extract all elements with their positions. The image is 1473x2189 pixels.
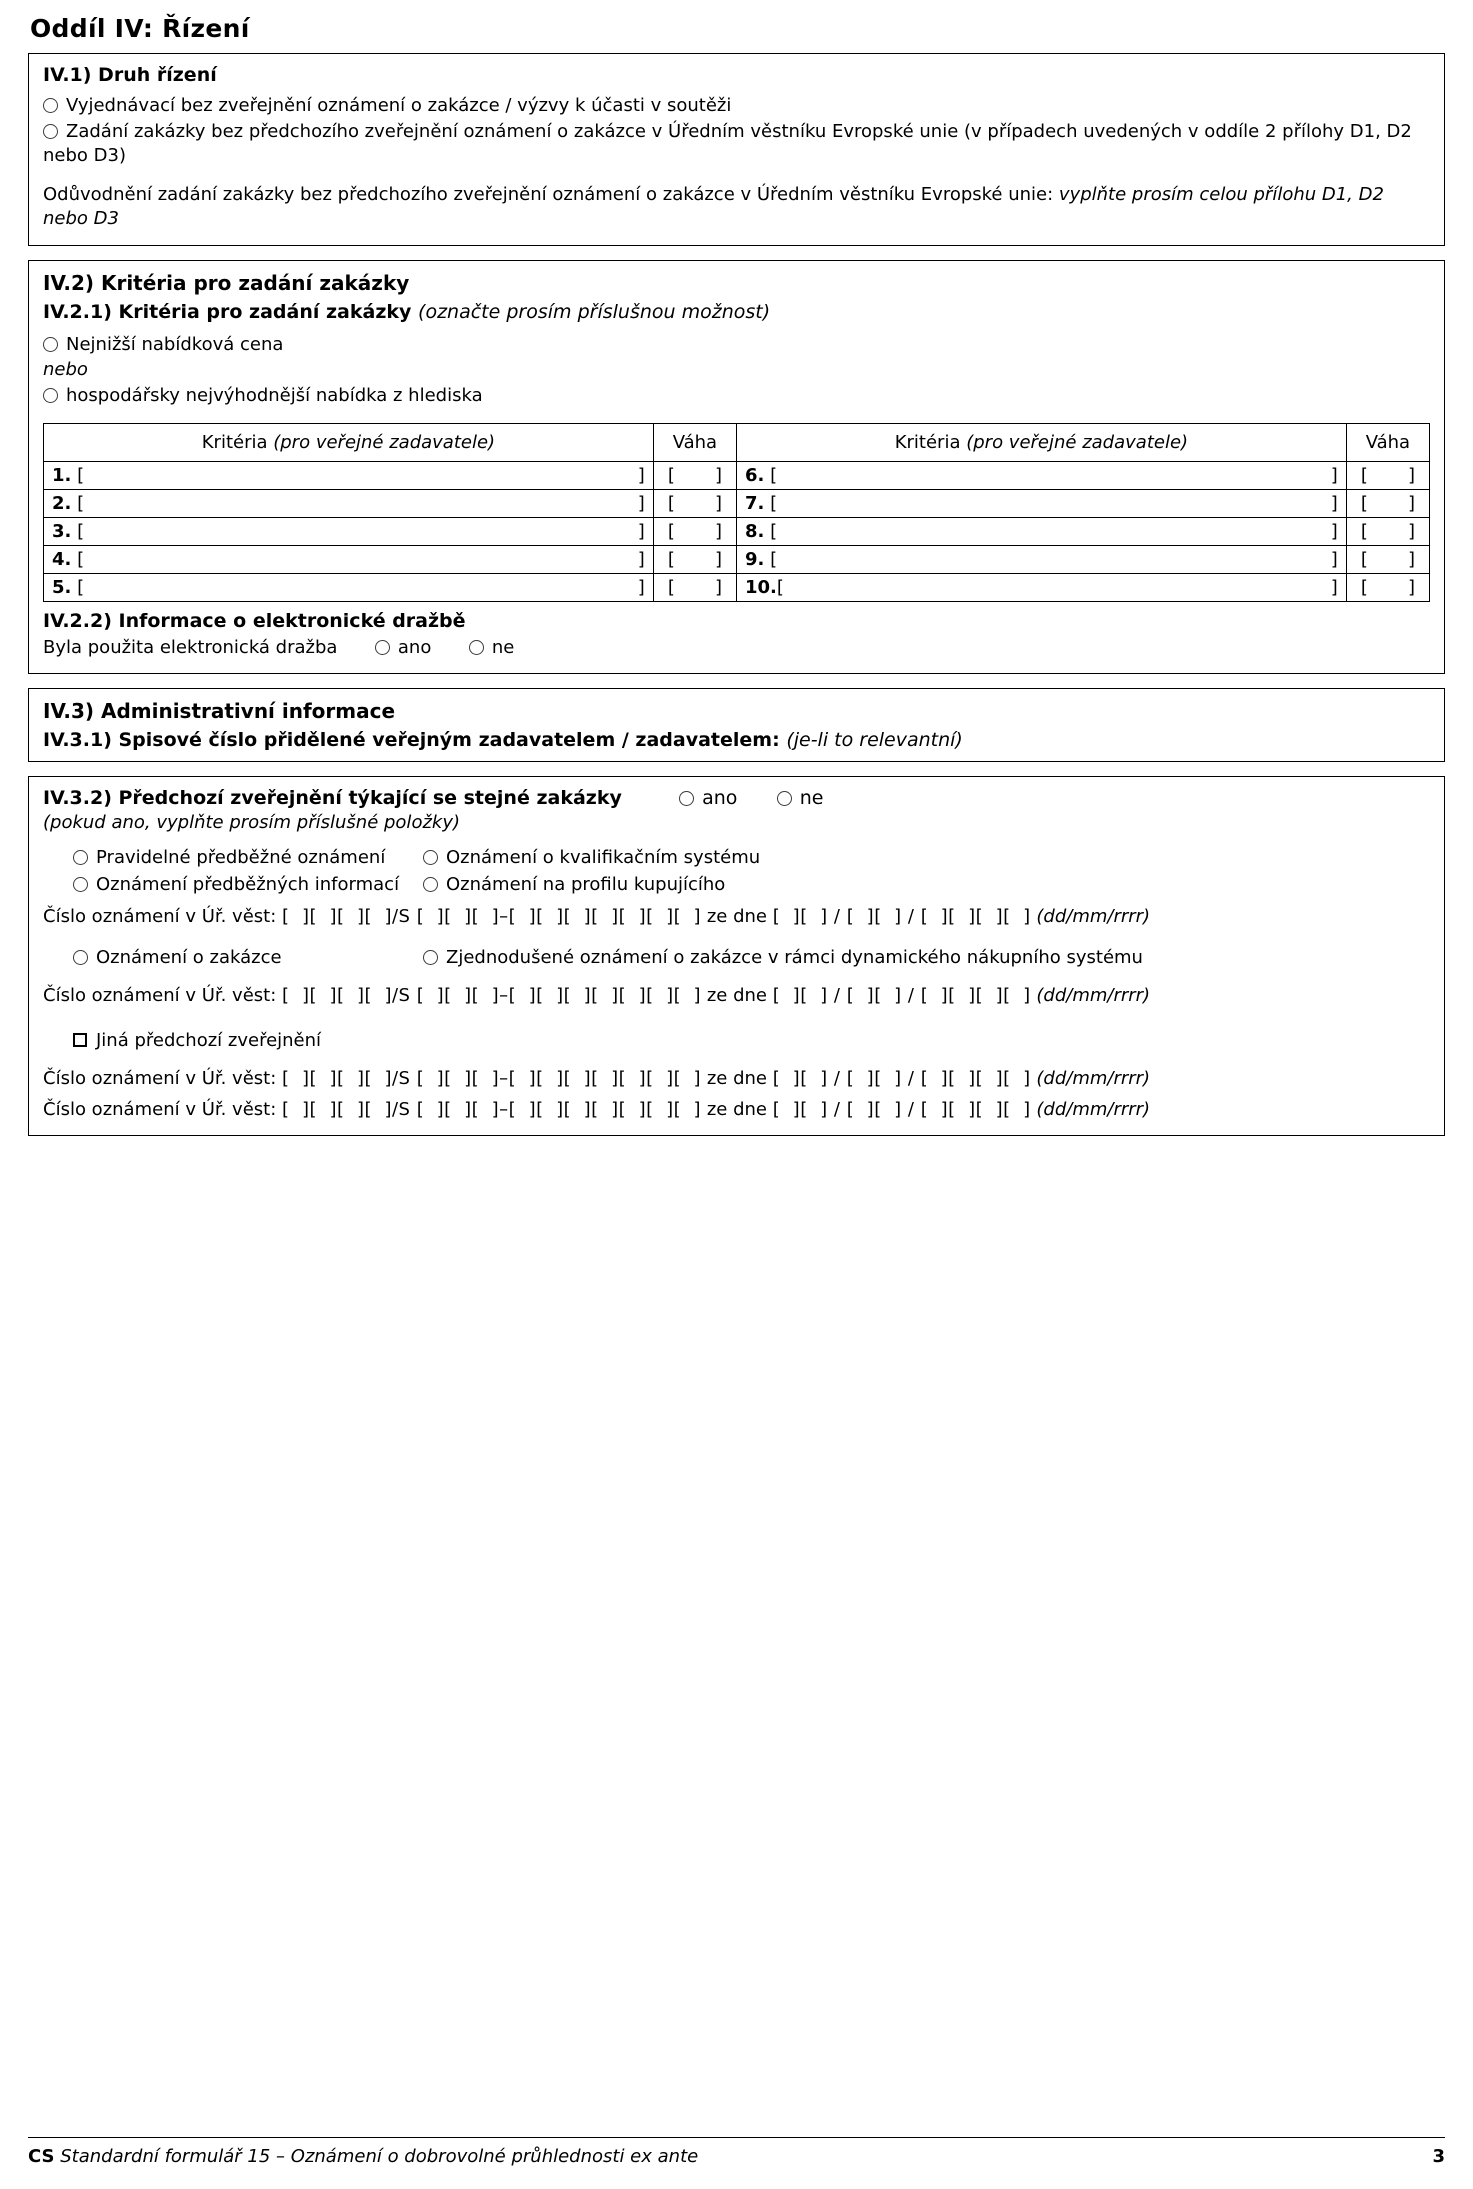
footer-page-number: 3	[1432, 2146, 1445, 2167]
bracket-close: ]	[1407, 548, 1415, 570]
radio-icon[interactable]	[43, 388, 58, 403]
criteria-row-number: 10.	[744, 576, 777, 598]
bracket-close: ]	[1330, 520, 1338, 542]
criteria-cell-10[interactable]	[736, 573, 1346, 601]
section-iv21-heading	[43, 301, 1430, 323]
section-iv22-heading: IV.2.2) Informace o elektronické dražbě	[43, 609, 466, 632]
criteria-cell-8[interactable]	[736, 517, 1346, 545]
radio-icon[interactable]	[43, 98, 58, 113]
page-footer	[28, 2137, 1445, 2167]
criteria-table	[43, 423, 1430, 602]
bracket-close: ]	[714, 576, 722, 598]
weight-header-left: Váha	[653, 423, 736, 461]
iv32-option-qualification-row[interactable]	[423, 844, 760, 871]
radio-icon[interactable]	[73, 850, 88, 865]
iv22-question-label: Byla použita elektronická dražba	[43, 636, 338, 658]
section-iv32-heading	[43, 787, 1430, 809]
bracket-open: [	[1360, 576, 1368, 598]
iv22-eauction-row[interactable]	[43, 634, 1430, 661]
radio-icon[interactable]	[469, 640, 484, 655]
criteria-row-number: 3.	[52, 520, 72, 542]
criteria-cell-7[interactable]	[736, 489, 1346, 517]
bracket-open: [	[1360, 492, 1368, 514]
criteria-row-number: 4.	[52, 548, 72, 570]
bracket-close: ]	[1330, 576, 1338, 598]
weight-cell-4[interactable]	[653, 545, 736, 573]
footer-text	[28, 2146, 698, 2167]
iv1-note-italic: vyplňte prosím celou přílohu D1, D2 nebo D3	[43, 184, 1384, 229]
bracket-open: [	[770, 464, 778, 486]
notice-date-format: (dd/mm/rrrr)	[1036, 1098, 1151, 1120]
weight-cell-5[interactable]	[653, 573, 736, 601]
bracket-close: ]	[1407, 464, 1415, 486]
iv32-no-label: ne	[799, 786, 824, 809]
table-row[interactable]	[44, 545, 1430, 573]
section-iv2-heading: IV.2) Kritéria pro zadání zakázky	[43, 270, 410, 295]
notice-date-label: ze dne	[706, 985, 767, 1007]
notice-number-brackets[interactable]: [ ][ ][ ][ ]/S [ ][ ][ ]–[ ][ ][ ][ ][ ][ ][ ]	[282, 985, 702, 1007]
iv32-option-buyer-profile-label: Oznámení na profilu kupujícího	[446, 874, 726, 896]
iv1-option-1-row[interactable]	[43, 94, 1430, 118]
notice-date-brackets[interactable]: [ ][ ] / [ ][ ] / [ ][ ][ ][ ]	[772, 985, 1031, 1007]
section-iv31-label-italic: (je-li to relevantní)	[786, 728, 963, 751]
criteria-row-number: 7.	[744, 492, 765, 514]
notice-number-label-alt: Číslo oznámení v Úř. věst:	[43, 1068, 277, 1090]
bracket-open: [	[1360, 548, 1368, 570]
notice-number-label: Číslo oznámení v Úř. věst:	[43, 906, 277, 928]
iv32-options-grid	[73, 844, 1430, 898]
criteria-header-left-plain: Kritéria	[201, 431, 274, 453]
iv22-no-label: ne	[491, 636, 515, 658]
notice-number-line-3[interactable]	[43, 1066, 1430, 1092]
checkbox-icon[interactable]	[73, 1033, 87, 1047]
criteria-header-left	[44, 423, 654, 461]
notice-date-brackets[interactable]: [ ][ ] / [ ][ ] / [ ][ ][ ][ ]	[772, 1068, 1031, 1090]
radio-icon[interactable]	[679, 791, 694, 806]
iv1-option-2-label: Zadání zakázky bez předchozího zveřejnění oznámení o zakázce v Úředním věstníku Evropské unie (v případech uvedených v oddíle 2 přílohy D1, D2 nebo D3)	[43, 120, 1412, 166]
page-title: Oddíl IV: Řízení	[30, 14, 250, 43]
radio-icon[interactable]	[73, 877, 88, 892]
iv32-option-qualification-label: Oznámení o kvalifikačním systému	[446, 847, 761, 869]
section-iv32-label: IV.3.2) Předchozí zveřejnění týkající se stejné zakázky	[43, 786, 622, 809]
section-iv21-label-italic: (označte prosím příslušnou možnost)	[418, 300, 771, 323]
weight-cell-9[interactable]	[1346, 545, 1429, 573]
iv32-option-other-label: Jiná předchozí zveřejnění	[96, 1030, 322, 1052]
bracket-close: ]	[714, 548, 722, 570]
bracket-close: ]	[714, 464, 722, 486]
bracket-open: [	[770, 492, 778, 514]
table-row[interactable]	[44, 517, 1430, 545]
bracket-open: [	[770, 548, 778, 570]
weight-header-right: Váha	[1346, 423, 1429, 461]
iv32-option-pin-label: Pravidelné předběžné oznámení	[96, 847, 386, 869]
bracket-close: ]	[637, 520, 645, 542]
bracket-open: [	[1360, 464, 1368, 486]
criteria-cell-5[interactable]	[44, 573, 654, 601]
iv21-mea-row[interactable]	[43, 382, 1430, 409]
bracket-close: ]	[637, 492, 645, 514]
bracket-open: [	[776, 576, 784, 598]
bracket-open: [	[77, 520, 85, 542]
weight-cell-8[interactable]	[1346, 517, 1429, 545]
bracket-open: [	[667, 464, 675, 486]
bracket-open: [	[667, 576, 675, 598]
iv21-mea-label: hospodářsky nejvýhodnější nabídka z hlediska	[66, 384, 483, 406]
bracket-close: ]	[637, 464, 645, 486]
criteria-table-body	[44, 461, 1430, 601]
section-iv21-label: IV.2.1) Kritéria pro zadání zakázky	[43, 300, 419, 323]
bracket-close: ]	[1407, 492, 1415, 514]
notice-number-brackets[interactable]: [ ][ ][ ][ ]/S [ ][ ][ ]–[ ][ ][ ][ ][ ][ ][ ]	[282, 906, 702, 928]
weight-cell-2[interactable]	[653, 489, 736, 517]
notice-date-format: (dd/mm/rrrr)	[1036, 985, 1151, 1007]
criteria-row-number: 5.	[52, 576, 72, 598]
criteria-cell-9[interactable]	[736, 545, 1346, 573]
weight-cell-1[interactable]	[653, 461, 736, 489]
notice-number-line-1[interactable]	[43, 904, 1430, 930]
criteria-cell-6[interactable]	[736, 461, 1346, 489]
iv1-option-2-row[interactable]	[43, 120, 1430, 168]
notice-date-format: (dd/mm/rrrr)	[1036, 906, 1151, 928]
table-row[interactable]	[44, 461, 1430, 489]
bracket-open: [	[667, 520, 675, 542]
bracket-close: ]	[637, 548, 645, 570]
bracket-close: ]	[1407, 576, 1415, 598]
section-iv32-box	[28, 776, 1445, 1136]
iv32-option-pin-row[interactable]	[73, 844, 423, 871]
bracket-close: ]	[1330, 548, 1338, 570]
notice-number-line-4[interactable]	[43, 1097, 1430, 1123]
bracket-close: ]	[637, 576, 645, 598]
radio-icon[interactable]	[73, 950, 88, 965]
radio-icon[interactable]	[777, 791, 792, 806]
iv32-options-grid-2	[73, 944, 1430, 971]
table-row[interactable]	[44, 573, 1430, 601]
radio-icon[interactable]	[43, 337, 58, 352]
bracket-open: [	[1360, 520, 1368, 542]
iv32-option-contract-notice-label: Oznámení o zakázce	[96, 947, 282, 969]
radio-icon[interactable]	[375, 640, 390, 655]
bracket-close: ]	[714, 492, 722, 514]
criteria-header-right	[736, 423, 1346, 461]
section-iv3-box	[28, 688, 1445, 762]
notice-date-label: ze dne	[706, 1098, 767, 1120]
iv32-option-prior-info-row[interactable]	[73, 871, 423, 898]
iv1-option-1-label: Vyjednávací bez zveřejnění oznámení o zakázce / výzvy k účasti v soutěži	[66, 95, 732, 116]
notice-number-label: Číslo oznámení v Úř. věst:	[43, 985, 277, 1007]
criteria-row-number: 8.	[744, 520, 765, 542]
criteria-cell-3[interactable]	[44, 517, 654, 545]
bracket-close: ]	[1330, 492, 1338, 514]
bracket-open: [	[77, 464, 85, 486]
criteria-cell-1[interactable]	[44, 461, 654, 489]
weight-cell-6[interactable]	[1346, 461, 1429, 489]
section-iv31-heading	[43, 729, 1430, 751]
iv1-justification-note	[43, 183, 1430, 231]
iv21-lowest-price-row[interactable]	[43, 331, 1430, 358]
criteria-header-right-plain: Kritéria	[894, 431, 967, 453]
criteria-row-number: 2.	[52, 492, 72, 514]
bracket-open: [	[77, 576, 85, 598]
iv21-or-word: nebo	[43, 358, 88, 380]
criteria-cell-2[interactable]	[44, 489, 654, 517]
iv32-hint: (pokud ano, vyplňte prosím příslušné položky)	[43, 811, 460, 833]
notice-number-brackets[interactable]: [ ][ ][ ][ ]/S [ ][ ][ ]–[ ][ ][ ][ ][ ][ ][ ]	[282, 1098, 702, 1120]
radio-icon[interactable]	[423, 950, 438, 965]
notice-number-brackets[interactable]: [ ][ ][ ][ ]/S [ ][ ][ ]–[ ][ ][ ][ ][ ][ ][ ]	[282, 1068, 702, 1090]
iv32-option-other-row[interactable]	[73, 1027, 1430, 1054]
notice-date-label: ze dne	[706, 906, 767, 928]
section-iv2-box	[28, 260, 1445, 674]
criteria-row-number: 9.	[744, 548, 765, 570]
notice-date-brackets[interactable]: [ ][ ] / [ ][ ] / [ ][ ][ ][ ]	[772, 906, 1031, 928]
notice-date-brackets[interactable]: [ ][ ] / [ ][ ] / [ ][ ][ ][ ]	[772, 1098, 1031, 1120]
notice-date-label: ze dne	[706, 1068, 767, 1090]
bracket-open: [	[667, 548, 675, 570]
footer-language-code: CS	[28, 2146, 55, 2167]
notice-date-format: (dd/mm/rrrr)	[1036, 1068, 1151, 1090]
iv21-lowest-price-label: Nejnižší nabídková cena	[66, 333, 284, 355]
bracket-open: [	[667, 492, 675, 514]
bracket-open: [	[770, 520, 778, 542]
radio-icon[interactable]	[423, 850, 438, 865]
footer-form-title: Standardní formulář 15 – Oznámení o dobrovolné průhlednosti ex ante	[60, 2146, 699, 2167]
criteria-table-header-row	[44, 423, 1430, 461]
bracket-close: ]	[1330, 464, 1338, 486]
notice-number-label-alt: Číslo oznámení v Úř. věst:	[43, 1098, 277, 1120]
bracket-close: ]	[1407, 520, 1415, 542]
table-row[interactable]	[44, 489, 1430, 517]
iv32-yes-label: ano	[702, 786, 738, 809]
bracket-close: ]	[714, 520, 722, 542]
criteria-cell-4[interactable]	[44, 545, 654, 573]
bracket-open: [	[77, 492, 85, 514]
notice-number-line-2[interactable]	[43, 983, 1430, 1009]
iv32-option-simplified-row[interactable]	[423, 944, 1143, 971]
iv32-option-simplified-label: Zjednodušené oznámení o zakázce v rámci dynamického nákupního systému	[446, 947, 1143, 969]
radio-icon[interactable]	[423, 877, 438, 892]
bracket-open: [	[77, 548, 85, 570]
criteria-header-right-italic: (pro veřejné zadavatele)	[966, 431, 1189, 453]
weight-cell-10[interactable]	[1346, 573, 1429, 601]
radio-icon[interactable]	[43, 124, 58, 139]
criteria-row-number: 6.	[744, 464, 765, 486]
section-iv3-heading: IV.3) Administrativní informace	[43, 698, 396, 723]
iv22-yes-label: ano	[397, 636, 432, 658]
iv1-note-plain: Odůvodnění zadání zakázky bez předchozího zveřejnění oznámení o zakázce v Úředním věstníku Evropské unie:	[43, 184, 1059, 206]
iv32-option-contract-notice-row[interactable]	[73, 944, 423, 971]
section-iv1-heading: IV.1) Druh řízení	[43, 64, 217, 86]
section-iv1-box	[28, 53, 1445, 246]
section-iv31-label: IV.3.1) Spisové číslo přidělené veřejným zadavatelem / zadavatelem:	[43, 728, 787, 751]
iv32-option-buyer-profile-row[interactable]	[423, 871, 760, 898]
criteria-row-number: 1.	[52, 464, 72, 486]
weight-cell-3[interactable]	[653, 517, 736, 545]
criteria-header-left-italic: (pro veřejné zadavatele)	[273, 431, 496, 453]
weight-cell-7[interactable]	[1346, 489, 1429, 517]
iv32-option-prior-info-label: Oznámení předběžných informací	[96, 874, 400, 896]
